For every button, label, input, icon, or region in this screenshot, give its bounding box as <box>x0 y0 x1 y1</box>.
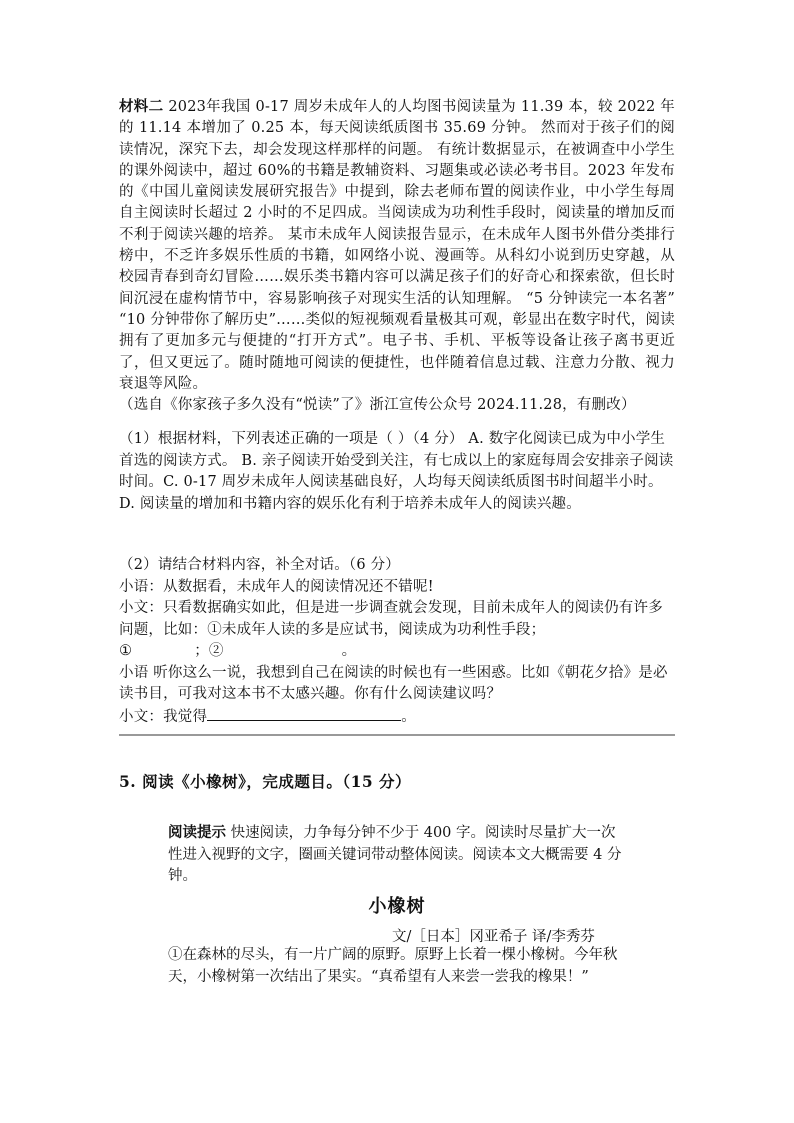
blank-separator: ；② <box>194 643 224 659</box>
dialogue-xiaowen-1: 小文：只看数据确实如此，但是进一步调查就会发现，目前未成年人的阅读仍有许多问题，比如：①未成年人读的多是应试书，阅读成为功利性手段； <box>119 600 663 638</box>
answer-blanks-row <box>119 641 675 663</box>
reading-hint-text: 快速阅读，力争每分钟不少于 400 字。阅读时尽量扩大一次性进入视野的文字，圈画关键词带动整体阅读。阅读本文大概需要 4 分钟。 <box>168 825 622 884</box>
reading-hint <box>168 822 628 888</box>
dialogue-xiaowen-2-start: 小文：我觉得 <box>119 708 208 725</box>
material-two-label: 材料二 <box>119 98 164 115</box>
reading-hint-label: 阅读提示 <box>168 824 226 841</box>
section-divider <box>119 734 675 736</box>
question-2 <box>119 555 675 728</box>
section-5-heading: 5. 阅读《小橡树》，完成题目。（15 分） <box>119 772 412 791</box>
dialogue-xiaoyu-2: 小语 听你这么一说，我想到自己在阅读的时候也有一些困惑。比如《朝花夕拾》是必读书目，可我对这本书不太感兴趣。你有什么阅读建议吗？ <box>119 664 668 702</box>
blank-end: 。 <box>341 643 357 659</box>
dialogue-xiaowen-2-end: 。 <box>401 708 416 725</box>
dialogue-xiaoyu-1: 小语：从数据看，未成年人的阅读情况还不错呢! <box>119 578 434 595</box>
material-two-source: （选自《你家孩子多久没有“悦读”了》浙江宣传公众号 2024.11.28，有删改） <box>119 397 636 414</box>
dialogue-xiaowen-2 <box>119 706 675 729</box>
question-1: （1）根据材料，下列表述正确的一项是（ ）（4 分） A. 数字化阅读已成为中小学生首选的阅读方式。 B. 亲子阅读开始受到关注，有七成以上的家庭每周会安排亲子阅读时间。C. 0-17 周岁未成年人阅读基础良好，人均每天阅读纸质图书时间超半小时。 D. 阅读量的增加和书籍内容的娱乐化有利于培养未成年人的阅读兴趣。 <box>119 431 674 512</box>
blank-one-marker: ① <box>119 643 133 659</box>
story-byline: 文/［日本］冈亚希子 译/李秀芬 <box>392 929 595 945</box>
answer-blank-suggestion[interactable] <box>207 706 401 721</box>
question-2-prompt: （2）请结合材料内容，补全对话。（6 分） <box>119 557 401 573</box>
material-two-paragraph <box>119 96 675 416</box>
story-paragraph-1: ①在森林的尽头，有一片广阔的原野。原野上长着一棵小橡树。今年秋天，小橡树第一次结出了果实。“真希望有人来尝一尝我的橡果！” <box>168 947 618 985</box>
material-two-text: 2023年我国 0-17 周岁未成年人的人均图书阅读量为 11.39 本，较 2022 年的 11.14 本增加了 0.25 本，每天阅读纸质图书 35.69 分钟。 然而对于孩子们的阅读情况，深究下去，却会发现这样那样的问题。 有统计数据显示，在被调查中小学生的课外阅读中，超过 60%的书籍是教辅资料、习题集或必读必考书目。2023 年发布的《中国儿童阅读发展研究报告》中提到，除去老师布置的阅读作业，中小学生每周自主阅读时长超过 2 小时的不足四成。当阅读成为功利性手段时，阅读量的增加反而不利于阅读兴趣的培养。 某市未成年人阅读报告显示，在未成年人图书外借分类排行榜中，不乏许多娱乐性质的书籍，如网络小说、漫画等。从科幻小说到历史穿越，从校园青春到奇幻冒险……娱乐类书籍内容可以满足孩子们的好奇心和探索欲，但长时间沉浸在虚构情节中，容易影响孩子对现实生活的认知理解。 “5 分钟读完一本名著” “10 分钟带你了解历史”……类似的短视频观看量极其可观，彰显出在数字时代，阅读拥有了更加多元与便捷的“打开方式”。电子书、手机、平板等设备让孩子离书更近了，但又更远了。随时随地可阅读的便捷性，也伴随着信息过载、注意力分散、视力衰退等风险。 <box>119 99 675 392</box>
story-title: 小橡树 <box>368 896 426 917</box>
